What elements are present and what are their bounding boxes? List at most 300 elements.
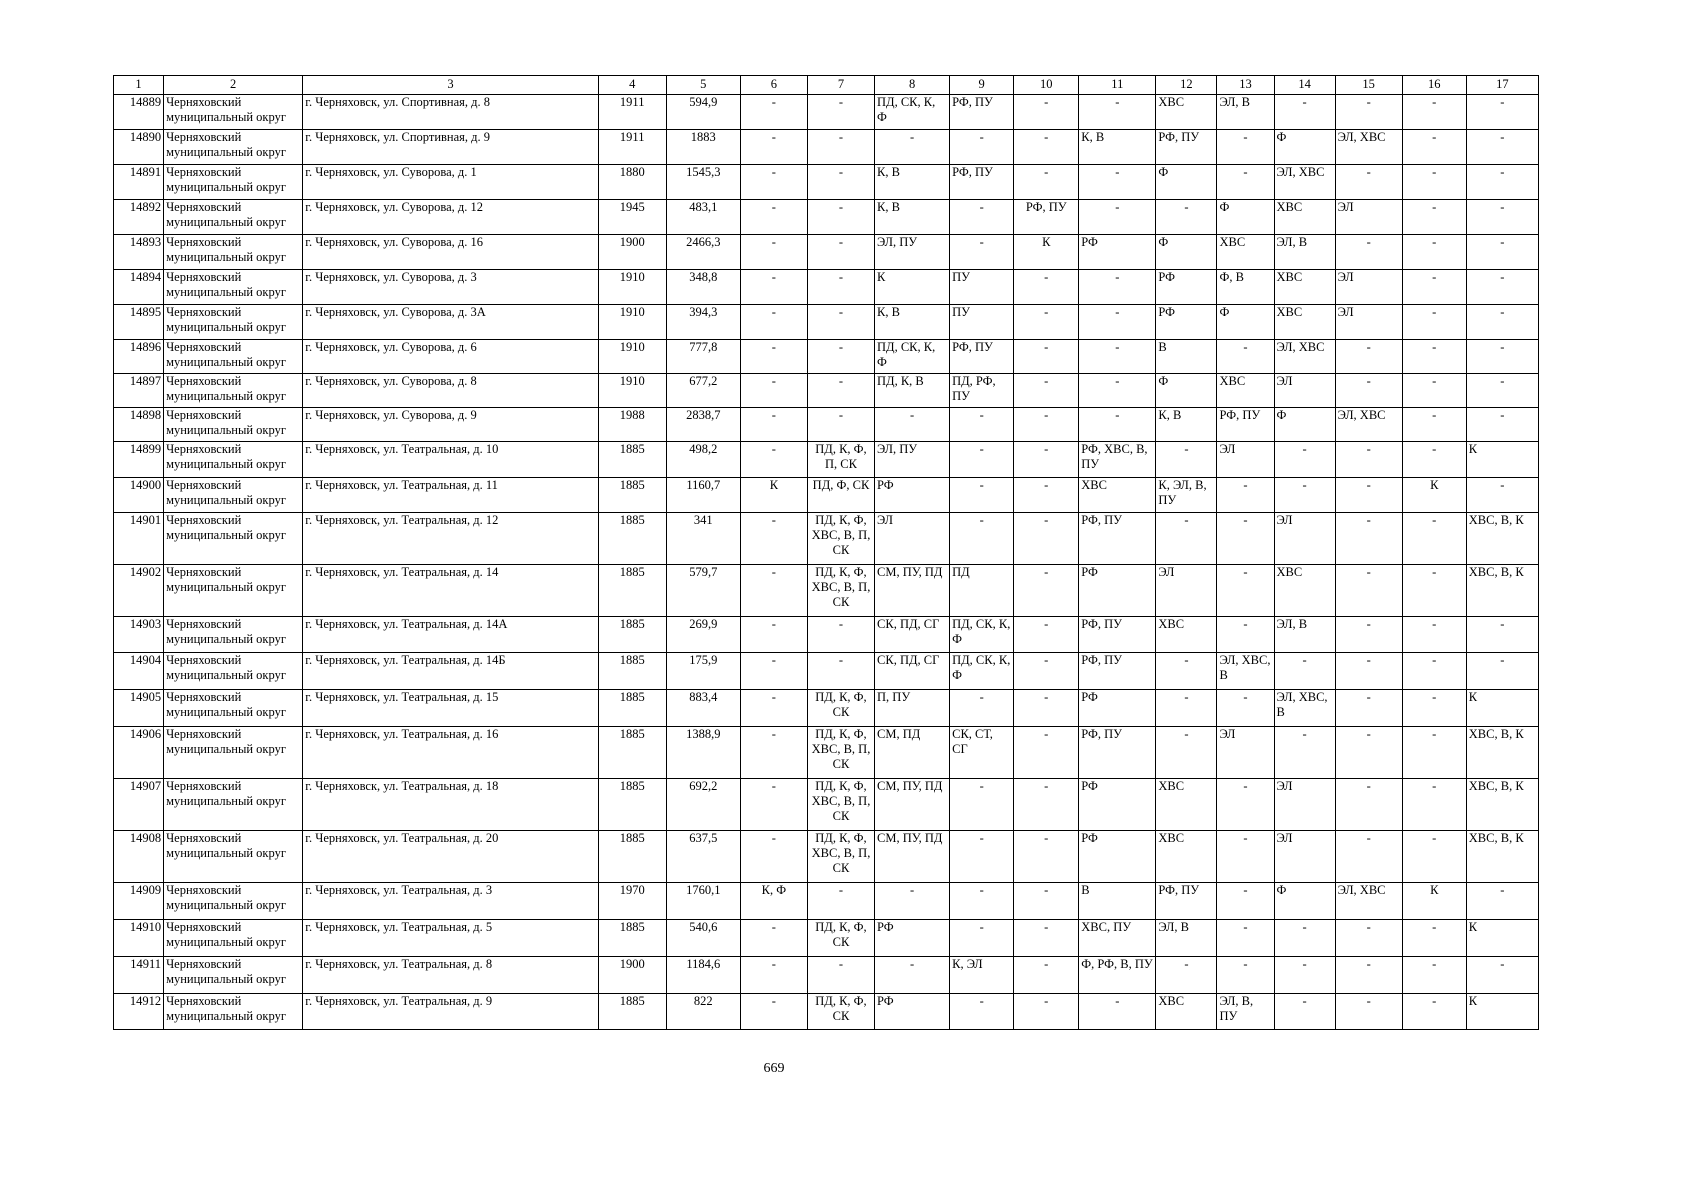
cell-col-2: Черняховский муниципальный округ [164,200,303,235]
cell-col-15: - [1335,340,1402,374]
cell-col-10: - [1014,957,1079,994]
cell-col-4: 1885 [598,442,666,478]
page-number: 669 [763,1061,785,1076]
cell-col-6: - [740,442,807,478]
cell-col-3: г. Черняховск, ул. Театральная, д. 18 [303,779,598,831]
cell-col-10: - [1014,130,1079,165]
column-header-11: 11 [1079,76,1156,95]
cell-col-14: Ф [1274,883,1335,920]
cell-col-1: 14903 [114,617,164,653]
cell-col-12: В [1156,340,1217,374]
cell-col-11: - [1079,95,1156,130]
cell-col-3: г. Черняховск, ул. Суворова, д. 3 [303,270,598,305]
cell-col-6: - [740,779,807,831]
cell-col-17: - [1466,235,1538,270]
cell-col-3: г. Черняховск, ул. Театральная, д. 16 [303,727,598,779]
table-row [114,442,1539,478]
table-row [114,565,1539,617]
cell-col-11: ХВС, ПУ [1079,920,1156,957]
cell-col-13: - [1217,957,1274,994]
cell-col-16: - [1402,831,1466,883]
cell-col-5: 498,2 [666,442,740,478]
cell-col-2: Черняховский муниципальный округ [164,340,303,374]
table-row [114,920,1539,957]
cell-col-11: - [1079,165,1156,200]
cell-col-4: 1885 [598,617,666,653]
cell-col-16: - [1402,235,1466,270]
cell-col-1: 14904 [114,653,164,690]
cell-col-6: - [740,374,807,408]
table-row [114,690,1539,727]
table-row [114,617,1539,653]
cell-col-6: - [740,95,807,130]
cell-col-6: - [740,340,807,374]
cell-col-13: Ф, В [1217,270,1274,305]
cell-col-12: ХВС [1156,831,1217,883]
cell-col-2: Черняховский муниципальный округ [164,478,303,513]
table-row [114,779,1539,831]
cell-col-14: - [1274,653,1335,690]
cell-col-17: - [1466,478,1538,513]
cell-col-5: 579,7 [666,565,740,617]
cell-col-10: - [1014,883,1079,920]
cell-col-10: - [1014,920,1079,957]
cell-col-7: - [807,200,874,235]
column-header-2: 2 [164,76,303,95]
cell-col-3: г. Черняховск, ул. Суворова, д. 16 [303,235,598,270]
cell-col-17: К [1466,920,1538,957]
cell-col-2: Черняховский муниципальный округ [164,831,303,883]
cell-col-14: ЭЛ, ХВС [1274,340,1335,374]
table-row [114,653,1539,690]
cell-col-9: - [950,513,1014,565]
cell-col-5: 1545,3 [666,165,740,200]
column-header-3: 3 [303,76,598,95]
cell-col-14: - [1274,957,1335,994]
table-row [114,305,1539,340]
cell-col-15: - [1335,831,1402,883]
cell-col-16: К [1402,478,1466,513]
cell-col-1: 14897 [114,374,164,408]
cell-col-7: - [807,408,874,442]
cell-col-1: 14908 [114,831,164,883]
cell-col-7: - [807,957,874,994]
cell-col-3: г. Черняховск, ул. Суворова, д. 6 [303,340,598,374]
cell-col-7: ПД, К, Ф, ХВС, В, П, СК [807,779,874,831]
cell-col-5: 2838,7 [666,408,740,442]
cell-col-13: - [1217,513,1274,565]
cell-col-16: - [1402,920,1466,957]
cell-col-4: 1885 [598,690,666,727]
cell-col-8: СК, ПД, СГ [875,617,950,653]
cell-col-16: - [1402,408,1466,442]
cell-col-2: Черняховский муниципальный округ [164,653,303,690]
cell-col-13: Ф [1217,305,1274,340]
cell-col-6: - [740,513,807,565]
cell-col-5: 540,6 [666,920,740,957]
cell-col-8: РФ [875,994,950,1030]
cell-col-11: РФ [1079,235,1156,270]
cell-col-1: 14899 [114,442,164,478]
cell-col-17: - [1466,270,1538,305]
cell-col-17: ХВС, В, К [1466,831,1538,883]
cell-col-7: ПД, К, Ф, ХВС, В, П, СК [807,831,874,883]
cell-col-2: Черняховский муниципальный округ [164,957,303,994]
cell-col-8: - [875,883,950,920]
cell-col-1: 14893 [114,235,164,270]
cell-col-11: - [1079,305,1156,340]
cell-col-17: - [1466,95,1538,130]
cell-col-14: ХВС [1274,305,1335,340]
cell-col-12: РФ [1156,270,1217,305]
cell-col-9: ПД, СК, К, Ф [950,617,1014,653]
cell-col-16: - [1402,95,1466,130]
cell-col-1: 14889 [114,95,164,130]
cell-col-8: ПД, К, В [875,374,950,408]
cell-col-15: - [1335,779,1402,831]
cell-col-8: ЭЛ, ПУ [875,442,950,478]
column-header-6: 6 [740,76,807,95]
column-header-7: 7 [807,76,874,95]
column-header-5: 5 [666,76,740,95]
cell-col-8: - [875,130,950,165]
cell-col-11: ХВС [1079,478,1156,513]
cell-col-14: Ф [1274,130,1335,165]
cell-col-10: - [1014,478,1079,513]
cell-col-4: 1885 [598,478,666,513]
cell-col-4: 1880 [598,165,666,200]
cell-col-3: г. Черняховск, ул. Спортивная, д. 9 [303,130,598,165]
cell-col-8: К [875,270,950,305]
cell-col-4: 1910 [598,270,666,305]
cell-col-14: ХВС [1274,200,1335,235]
cell-col-16: - [1402,305,1466,340]
cell-col-15: - [1335,442,1402,478]
cell-col-10: - [1014,408,1079,442]
cell-col-1: 14911 [114,957,164,994]
cell-col-6: - [740,235,807,270]
cell-col-8: СМ, ПУ, ПД [875,831,950,883]
cell-col-8: ЭЛ [875,513,950,565]
cell-col-10: - [1014,374,1079,408]
cell-col-14: ЭЛ, ХВС [1274,165,1335,200]
cell-col-10: - [1014,565,1079,617]
cell-col-17: К [1466,994,1538,1030]
cell-col-11: В [1079,883,1156,920]
cell-col-7: - [807,270,874,305]
cell-col-12: Ф [1156,374,1217,408]
cell-col-4: 1910 [598,374,666,408]
cell-col-9: К, ЭЛ [950,957,1014,994]
cell-col-15: - [1335,235,1402,270]
cell-col-11: - [1079,994,1156,1030]
cell-col-13: ЭЛ, В, ПУ [1217,994,1274,1030]
cell-col-11: - [1079,340,1156,374]
cell-col-2: Черняховский муниципальный округ [164,165,303,200]
cell-col-17: ХВС, В, К [1466,565,1538,617]
cell-col-5: 692,2 [666,779,740,831]
cell-col-8: СМ, ПУ, ПД [875,779,950,831]
column-header-8: 8 [875,76,950,95]
cell-col-16: - [1402,653,1466,690]
cell-col-3: г. Черняховск, ул. Театральная, д. 12 [303,513,598,565]
cell-col-4: 1988 [598,408,666,442]
cell-col-10: - [1014,442,1079,478]
cell-col-10: - [1014,779,1079,831]
cell-col-8: ЭЛ, ПУ [875,235,950,270]
cell-col-2: Черняховский муниципальный округ [164,617,303,653]
column-header-9: 9 [950,76,1014,95]
cell-col-5: 883,4 [666,690,740,727]
cell-col-16: К [1402,883,1466,920]
header-row [114,76,1539,95]
column-header-1: 1 [114,76,164,95]
cell-col-2: Черняховский муниципальный округ [164,994,303,1030]
cell-col-7: ПД, Ф, СК [807,478,874,513]
cell-col-17: - [1466,374,1538,408]
cell-col-15: - [1335,565,1402,617]
cell-col-17: ХВС, В, К [1466,779,1538,831]
cell-col-3: г. Черняховск, ул. Театральная, д. 10 [303,442,598,478]
cell-col-4: 1885 [598,653,666,690]
cell-col-17: ХВС, В, К [1466,513,1538,565]
register-table [113,75,1539,1030]
cell-col-16: - [1402,130,1466,165]
cell-col-7: - [807,340,874,374]
cell-col-17: К [1466,442,1538,478]
cell-col-14: - [1274,920,1335,957]
cell-col-8: РФ [875,478,950,513]
cell-col-3: г. Черняховск, ул. Суворова, д. 9 [303,408,598,442]
cell-col-11: РФ, ХВС, В, ПУ [1079,442,1156,478]
cell-col-5: 1184,6 [666,957,740,994]
cell-col-1: 14890 [114,130,164,165]
table-row [114,408,1539,442]
cell-col-1: 14898 [114,408,164,442]
cell-col-11: РФ, ПУ [1079,513,1156,565]
cell-col-6: К [740,478,807,513]
cell-col-9: ПУ [950,305,1014,340]
table-row [114,165,1539,200]
cell-col-7: ПД, К, Ф, ХВС, В, П, СК [807,727,874,779]
cell-col-6: - [740,130,807,165]
cell-col-14: ЭЛ [1274,374,1335,408]
cell-col-16: - [1402,340,1466,374]
cell-col-6: - [740,408,807,442]
cell-col-15: ЭЛ [1335,305,1402,340]
cell-col-8: ПД, СК, К, Ф [875,340,950,374]
cell-col-4: 1910 [598,305,666,340]
cell-col-14: ЭЛ [1274,831,1335,883]
cell-col-14: ЭЛ, ХВС, В [1274,690,1335,727]
cell-col-9: - [950,235,1014,270]
cell-col-13: - [1217,340,1274,374]
cell-col-6: К, Ф [740,883,807,920]
cell-col-11: РФ, ПУ [1079,727,1156,779]
cell-col-15: - [1335,653,1402,690]
cell-col-4: 1970 [598,883,666,920]
cell-col-5: 637,5 [666,831,740,883]
cell-col-5: 394,3 [666,305,740,340]
cell-col-1: 14912 [114,994,164,1030]
cell-col-12: ЭЛ [1156,565,1217,617]
cell-col-10: - [1014,831,1079,883]
cell-col-16: - [1402,690,1466,727]
cell-col-6: - [740,690,807,727]
table-row [114,883,1539,920]
cell-col-17: - [1466,305,1538,340]
cell-col-13: ЭЛ, В [1217,95,1274,130]
cell-col-13: - [1217,831,1274,883]
cell-col-15: ЭЛ, ХВС [1335,130,1402,165]
cell-col-6: - [740,200,807,235]
cell-col-5: 1388,9 [666,727,740,779]
cell-col-6: - [740,165,807,200]
column-header-17: 17 [1466,76,1538,95]
cell-col-15: - [1335,165,1402,200]
cell-col-2: Черняховский муниципальный округ [164,235,303,270]
cell-col-7: ПД, К, Ф, СК [807,994,874,1030]
cell-col-7: - [807,883,874,920]
cell-col-9: - [950,994,1014,1030]
table-row [114,513,1539,565]
cell-col-4: 1885 [598,727,666,779]
cell-col-12: Ф [1156,165,1217,200]
cell-col-7: - [807,617,874,653]
cell-col-10: К [1014,235,1079,270]
cell-col-9: ПД [950,565,1014,617]
cell-col-8: - [875,957,950,994]
cell-col-17: - [1466,165,1538,200]
cell-col-16: - [1402,200,1466,235]
cell-col-6: - [740,831,807,883]
cell-col-3: г. Черняховск, ул. Суворова, д. 1 [303,165,598,200]
cell-col-8: СМ, ПД [875,727,950,779]
cell-col-8: К, В [875,200,950,235]
cell-col-8: П, ПУ [875,690,950,727]
cell-col-16: - [1402,994,1466,1030]
cell-col-14: ЭЛ, В [1274,235,1335,270]
cell-col-16: - [1402,165,1466,200]
cell-col-15: ЭЛ [1335,270,1402,305]
cell-col-16: - [1402,270,1466,305]
cell-col-15: - [1335,727,1402,779]
cell-col-7: - [807,165,874,200]
cell-col-9: - [950,831,1014,883]
cell-col-5: 341 [666,513,740,565]
cell-col-16: - [1402,565,1466,617]
cell-col-11: РФ, ПУ [1079,617,1156,653]
cell-col-2: Черняховский муниципальный округ [164,727,303,779]
cell-col-11: - [1079,408,1156,442]
cell-col-13: - [1217,690,1274,727]
cell-col-4: 1910 [598,340,666,374]
cell-col-15: ЭЛ, ХВС [1335,408,1402,442]
cell-col-15: - [1335,513,1402,565]
column-header-14: 14 [1274,76,1335,95]
cell-col-10: - [1014,270,1079,305]
cell-col-9: РФ, ПУ [950,95,1014,130]
cell-col-2: Черняховский муниципальный округ [164,565,303,617]
table-row [114,478,1539,513]
cell-col-5: 269,9 [666,617,740,653]
cell-col-2: Черняховский муниципальный округ [164,130,303,165]
cell-col-1: 14901 [114,513,164,565]
cell-col-6: - [740,270,807,305]
cell-col-6: - [740,565,807,617]
table-row [114,235,1539,270]
cell-col-12: - [1156,727,1217,779]
cell-col-6: - [740,920,807,957]
cell-col-8: СМ, ПУ, ПД [875,565,950,617]
cell-col-1: 14905 [114,690,164,727]
cell-col-15: - [1335,478,1402,513]
cell-col-10: - [1014,617,1079,653]
cell-col-11: РФ [1079,831,1156,883]
cell-col-14: Ф [1274,408,1335,442]
cell-col-10: - [1014,305,1079,340]
cell-col-16: - [1402,374,1466,408]
cell-col-12: - [1156,957,1217,994]
cell-col-13: Ф [1217,200,1274,235]
cell-col-9: - [950,408,1014,442]
cell-col-12: ЭЛ, В [1156,920,1217,957]
cell-col-9: - [950,200,1014,235]
cell-col-14: - [1274,994,1335,1030]
cell-col-5: 483,1 [666,200,740,235]
cell-col-9: ПД, РФ, ПУ [950,374,1014,408]
cell-col-10: РФ, ПУ [1014,200,1079,235]
cell-col-7: ПД, К, Ф, П, СК [807,442,874,478]
cell-col-12: ХВС [1156,617,1217,653]
cell-col-14: ХВС [1274,565,1335,617]
cell-col-8: К, В [875,165,950,200]
cell-col-9: - [950,478,1014,513]
cell-col-13: ЭЛ, ХВС, В [1217,653,1274,690]
cell-col-17: К [1466,690,1538,727]
cell-col-11: - [1079,200,1156,235]
table-row [114,374,1539,408]
cell-col-13: - [1217,779,1274,831]
cell-col-17: - [1466,653,1538,690]
cell-col-13: - [1217,165,1274,200]
cell-col-4: 1885 [598,779,666,831]
cell-col-2: Черняховский муниципальный округ [164,779,303,831]
cell-col-2: Черняховский муниципальный округ [164,513,303,565]
cell-col-15: ЭЛ, ХВС [1335,883,1402,920]
cell-col-17: - [1466,340,1538,374]
cell-col-5: 175,9 [666,653,740,690]
table-row [114,130,1539,165]
cell-col-8: - [875,408,950,442]
cell-col-6: - [740,617,807,653]
cell-col-7: - [807,374,874,408]
cell-col-5: 1883 [666,130,740,165]
table-row [114,994,1539,1030]
cell-col-4: 1885 [598,920,666,957]
cell-col-5: 1760,1 [666,883,740,920]
cell-col-3: г. Черняховск, ул. Театральная, д. 14Б [303,653,598,690]
cell-col-12: РФ [1156,305,1217,340]
cell-col-8: РФ [875,920,950,957]
cell-col-11: РФ [1079,779,1156,831]
cell-col-16: - [1402,513,1466,565]
cell-col-13: - [1217,920,1274,957]
column-header-4: 4 [598,76,666,95]
cell-col-9: РФ, ПУ [950,340,1014,374]
table-row [114,95,1539,130]
column-header-13: 13 [1217,76,1274,95]
